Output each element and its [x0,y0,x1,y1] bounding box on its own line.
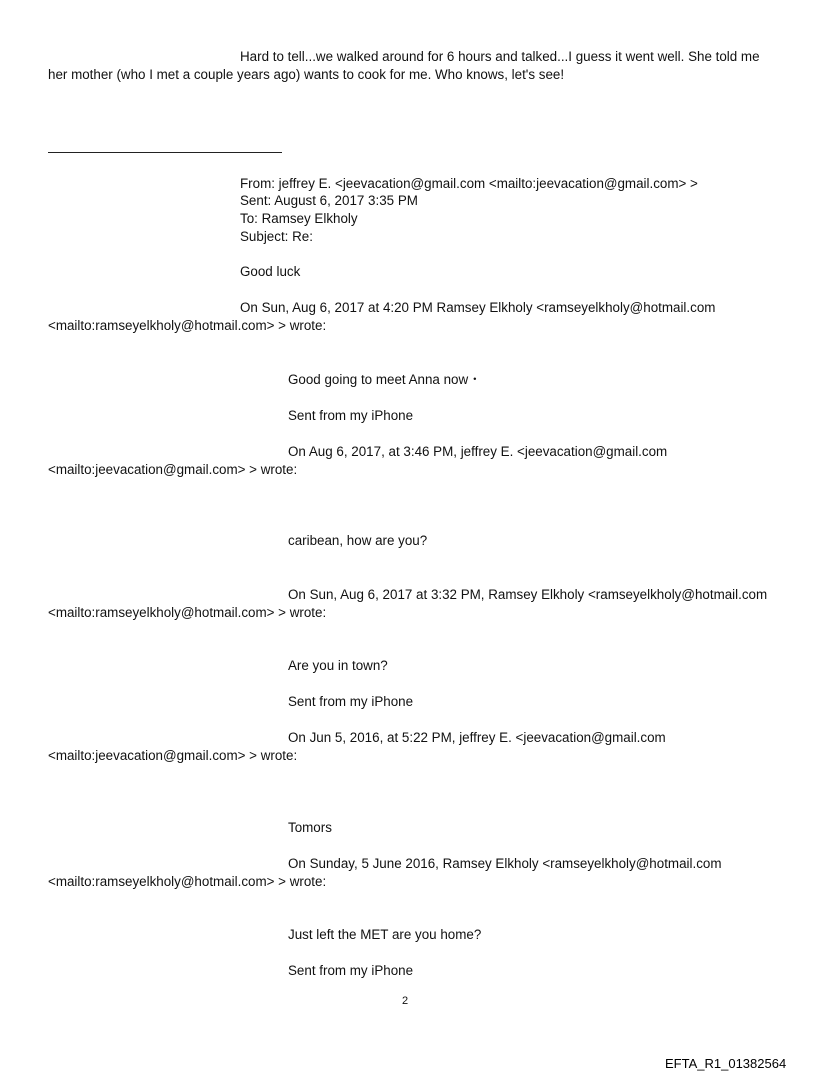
body-good-luck: Good luck [240,264,301,279]
quote-header-3-line-1: On Sun, Aug 6, 2017 at 3:32 PM, Ramsey Elkholy <ramseyelkholy@hotmail.com [288,587,768,602]
sent-from-iphone-2: Sent from my iPhone [288,694,414,709]
quote-header-2-line-2: <mailto:jeevacation@gmail.com> > wrote: [48,462,298,477]
separator-rule [48,152,282,153]
quote-header-5-line-1: On Sunday, 5 June 2016, Ramsey Elkholy <ramseyelkholy@hotmail.com [288,856,722,871]
header-to: To: Ramsey Elkholy [240,211,358,226]
message-met: Just left the MET are you home? [288,927,482,942]
quote-header-1-line-1: On Sun, Aug 6, 2017 at 4:20 PM Ramsey Elkholy <ramseyelkholy@hotmail.com [240,300,716,315]
header-sent: Sent: August 6, 2017 3:35 PM [240,193,418,208]
quote-header-2-line-1: On Aug 6, 2017, at 3:46 PM, jeffrey E. <jeevacation@gmail.com [288,444,668,459]
quote-header-5-line-2: <mailto:ramseyelkholy@hotmail.com> > wrote: [48,874,327,889]
reply-intro-line-2: her mother (who I met a couple years ago) wants to cook for me. Who knows, let's see! [48,67,565,82]
message-tomors: Tomors [288,820,332,835]
header-from: From: jeffrey E. <jeevacation@gmail.com <mailto:jeevacation@gmail.com> > [240,176,698,191]
reply-intro-line-1: Hard to tell...we walked around for 6 hours and talked...I guess it went well. She told me [240,49,760,64]
sent-from-iphone-3: Sent from my iPhone [288,963,414,978]
message-good-going: Good going to meet Anna now・ [288,372,482,387]
page-number: 2 [402,995,409,1007]
quote-header-4-line-2: <mailto:jeevacation@gmail.com> > wrote: [48,748,298,763]
sent-from-iphone-1: Sent from my iPhone [288,408,414,423]
quote-header-3-line-2: <mailto:ramseyelkholy@hotmail.com> > wrote: [48,605,327,620]
message-caribean: caribean, how are you? [288,533,428,548]
document-id: EFTA_R1_01382564 [665,1056,787,1071]
quote-header-1-line-2: <mailto:ramseyelkholy@hotmail.com> > wrote: [48,318,327,333]
message-in-town: Are you in town? [288,658,388,673]
header-subject: Subject: Re: [240,229,313,244]
quote-header-4-line-1: On Jun 5, 2016, at 5:22 PM, jeffrey E. <jeevacation@gmail.com [288,730,666,745]
